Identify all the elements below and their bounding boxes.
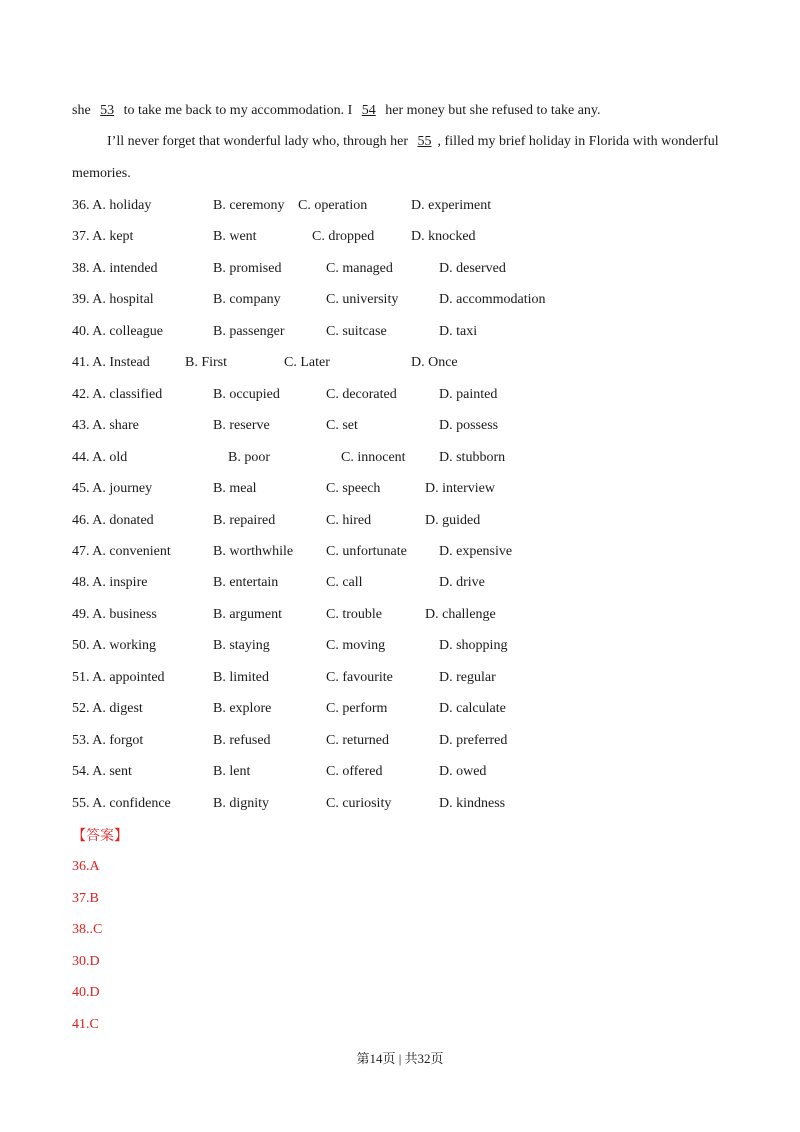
option-d: D. experiment [411, 198, 492, 213]
option-b: B. First [185, 355, 228, 371]
blank-54: 54 [361, 103, 376, 118]
option-d: D. possess [439, 418, 499, 434]
question-row [72, 733, 772, 753]
question-row [72, 418, 772, 438]
question-row [72, 701, 772, 721]
option-b: B. passenger [213, 323, 285, 339]
passage-text: to take me back to my accommodation. I [120, 103, 356, 118]
passage-line-2 [107, 134, 719, 150]
option-c: C. returned [326, 732, 389, 748]
option-c: C. offered [326, 764, 383, 780]
option-c: C. trouble [326, 606, 382, 622]
option-d: D. regular [439, 669, 496, 685]
passage-line-3: memories. [72, 166, 131, 181]
option-b: B. went [213, 229, 257, 245]
option-a: 46. A. donated [72, 512, 154, 528]
option-a: 37. A. kept [72, 229, 134, 245]
option-a: 48. A. inspire [72, 575, 148, 591]
option-b: B. repaired [213, 512, 276, 528]
question-row [72, 387, 772, 407]
option-b: B. ceremony [213, 198, 285, 213]
answer-item: 41.C [72, 1016, 99, 1032]
option-b: B. limited [213, 669, 269, 685]
question-row [72, 481, 772, 501]
question-row [72, 764, 772, 784]
question-row [72, 261, 772, 281]
question-row [72, 607, 772, 627]
option-b: B. meal [213, 481, 257, 497]
option-c: C. moving [326, 638, 386, 654]
answer-item: 30.D [72, 953, 100, 969]
option-d: D. drive [439, 575, 485, 591]
option-c: C. favourite [326, 669, 393, 685]
passage-text: , filled my brief holiday in Florida with wonderful [437, 134, 719, 149]
option-b: B. entertain [213, 575, 279, 591]
question-row [72, 670, 772, 690]
option-a: 53. A. forgot [72, 732, 144, 748]
option-c: C. call [326, 575, 363, 591]
option-c: C. unfortunate [326, 543, 407, 559]
option-a: 43. A. share [72, 418, 139, 434]
option-c: C. speech [326, 481, 381, 497]
question-row [72, 229, 772, 249]
option-a: 55. A. confidence [72, 795, 171, 811]
option-c: C. perform [326, 701, 388, 717]
passage-text: her money but she refused to take any. [381, 103, 601, 118]
option-b: B. explore [213, 701, 272, 717]
question-row [72, 544, 772, 564]
passage-text: I’ll never forget that wonderful lady who, through her [107, 134, 412, 149]
option-b: B. poor [228, 449, 270, 465]
option-d: D. stubborn [439, 449, 506, 465]
answer-item: 36.A [72, 859, 100, 874]
question-row [72, 324, 772, 344]
answer-heading: 【答案】 [72, 829, 128, 844]
option-c: C. dropped [312, 229, 375, 245]
option-c: C. university [326, 292, 399, 308]
option-b: B. argument [213, 606, 282, 622]
option-d: D. shopping [439, 638, 508, 654]
option-a: 42. A. classified [72, 386, 163, 402]
option-b: B. lent [213, 764, 251, 780]
option-c: C. suitcase [326, 323, 387, 339]
question-row [72, 638, 772, 658]
option-a: 52. A. digest [72, 701, 143, 717]
question-row [72, 292, 772, 312]
option-b: B. company [213, 292, 281, 308]
option-a: 50. A. working [72, 638, 156, 654]
option-c: C. managed [326, 260, 393, 276]
option-a: 39. A. hospital [72, 292, 154, 308]
question-row [72, 355, 772, 375]
option-b: B. reserve [213, 418, 270, 434]
option-a: 41. A. Instead [72, 355, 150, 371]
option-d: D. painted [439, 386, 498, 402]
option-d: D. taxi [439, 323, 478, 339]
option-b: B. refused [213, 732, 271, 748]
option-d: D. Once [411, 355, 458, 371]
question-row [72, 575, 772, 595]
option-d: D. preferred [439, 732, 508, 748]
option-d: D. interview [425, 481, 495, 497]
question-row [72, 796, 772, 816]
option-d: D. guided [425, 512, 481, 528]
option-c: C. innocent [341, 449, 406, 465]
option-d: D. expensive [439, 543, 513, 559]
option-a: 49. A. business [72, 606, 157, 622]
option-a: 40. A. colleague [72, 323, 163, 339]
option-a: 36. A. holiday [72, 198, 152, 213]
option-c: C. set [326, 418, 358, 434]
option-b: B. occupied [213, 386, 280, 402]
option-d: D. accommodation [439, 292, 546, 308]
option-d: D. owed [439, 764, 487, 780]
question-row [72, 198, 772, 218]
option-b: B. worthwhile [213, 543, 294, 559]
option-a: 47. A. convenient [72, 543, 171, 559]
option-a: 38. A. intended [72, 260, 158, 276]
answer-item: 40.D [72, 985, 100, 1000]
option-c: C. Later [284, 355, 330, 371]
option-c: C. curiosity [326, 795, 392, 811]
passage-text: she [72, 103, 95, 118]
option-a: 44. A. old [72, 449, 128, 465]
option-b: B. promised [213, 260, 282, 276]
question-row [72, 513, 772, 533]
question-row [72, 450, 772, 470]
option-d: D. deserved [439, 260, 506, 276]
option-d: D. calculate [439, 701, 506, 717]
page-footer: 第14页 | 共32页 [356, 1051, 444, 1066]
option-a: 54. A. sent [72, 764, 132, 780]
option-d: D. kindness [439, 795, 506, 811]
option-b: B. dignity [213, 795, 270, 811]
blank-55: 55 [417, 134, 432, 149]
option-c: C. hired [326, 512, 372, 528]
passage-line-1 [72, 103, 601, 119]
option-d: D. knocked [411, 229, 476, 245]
option-d: D. challenge [425, 606, 496, 622]
option-a: 45. A. journey [72, 481, 153, 497]
option-b: B. staying [213, 638, 270, 654]
answer-item: 38..C [72, 922, 103, 937]
blank-53: 53 [100, 103, 115, 118]
option-c: C. decorated [326, 386, 397, 402]
option-a: 51. A. appointed [72, 669, 165, 685]
answer-item: 37.B [72, 890, 99, 906]
option-c: C. operation [298, 198, 368, 213]
